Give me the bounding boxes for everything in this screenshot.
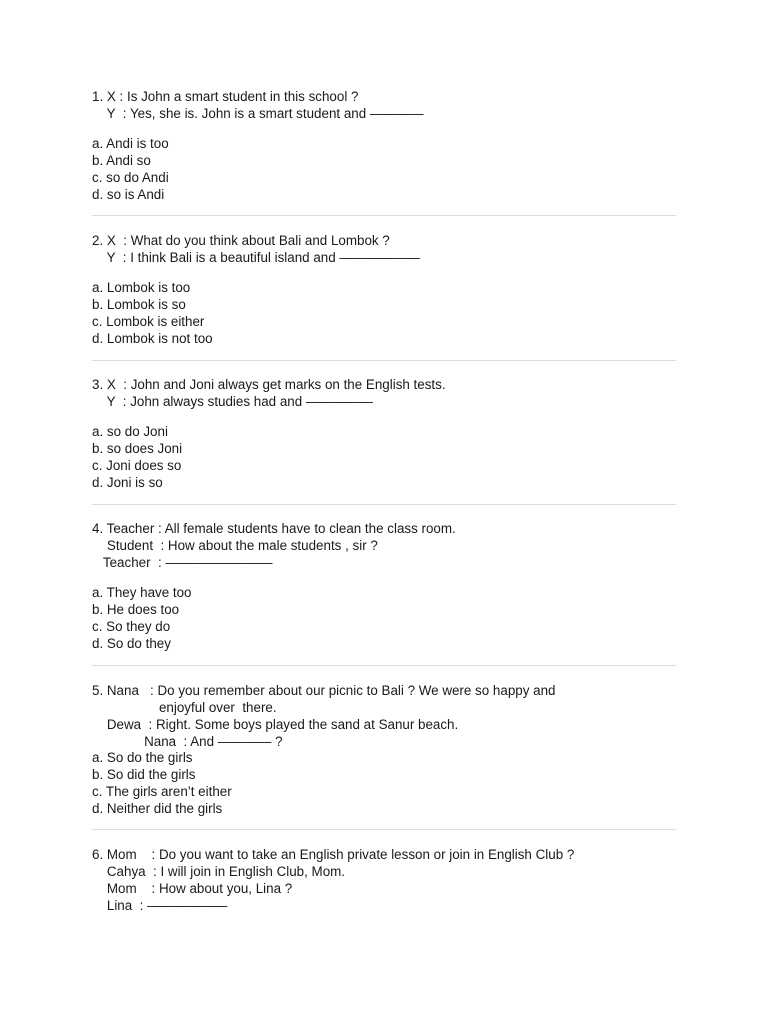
divider [92,665,676,666]
dialogue-line: 2. X : What do you think about Bali and Lombok ? [92,233,390,248]
option-b: b. Lombok is so [92,297,186,312]
option-a: a. Andi is too [92,136,169,151]
dialogue-line: 4. Teacher : All female students have to clean the class room. [92,521,456,536]
dialogue-line: 3. X : John and Joni always get marks on the English tests. [92,377,446,392]
dialogue-line: 5. Nana : Do you remember about our picnic to Bali ? We were so happy and [92,683,556,698]
option-b: b. Andi so [92,153,151,168]
divider [92,829,676,830]
divider [92,215,676,216]
option-d: d. Joni is so [92,475,163,490]
option-c: c. Joni does so [92,458,182,473]
divider [92,504,676,505]
dialogue-line: Mom : How about you, Lina ? [92,881,293,896]
option-b: b. so does Joni [92,441,183,456]
dialogue-line: Student : How about the male students , sir ? [92,538,378,553]
divider [92,360,676,361]
dialogue-line: Cahya : I will join in English Club, Mom. [92,864,346,879]
option-c: c. Lombok is either [92,314,205,329]
dialogue-line: Lina : —————— [92,898,228,913]
option-c: c. The girls aren’t either [92,784,232,799]
dialogue-line: Teacher : ———————— [92,555,273,570]
dialogue-line: Y : Yes, she is. John is a smart student and ———— [92,106,424,121]
dialogue-line: 6. Mom : Do you want to take an English private lesson or join in English Club ? [92,847,575,862]
option-d: d. Lombok is not too [92,331,213,346]
dialogue-line: Y : I think Bali is a beautiful island and —————— [92,250,420,265]
dialogue-line: Nana : And ———— ? [92,734,283,749]
option-a: a. so do Joni [92,424,168,439]
option-d: d. So do they [92,636,171,651]
option-a: a. So do the girls [92,750,193,765]
option-a: a. Lombok is too [92,280,191,295]
option-a: a. They have too [92,585,192,600]
dialogue-line: Dewa : Right. Some boys played the sand at Sanur beach. [92,717,459,732]
dialogue-line: 1. X : Is John a smart student in this school ? [92,89,359,104]
option-b: b. He does too [92,602,180,617]
option-d: d. Neither did the girls [92,801,223,816]
option-c: c. So they do [92,619,171,634]
dialogue-line: Y : John always studies had and ————— [92,394,373,409]
option-b: b. So did the girls [92,767,196,782]
option-d: d. so is Andi [92,187,165,202]
option-c: c. so do Andi [92,170,169,185]
dialogue-line: enjoyful over there. [92,700,277,715]
